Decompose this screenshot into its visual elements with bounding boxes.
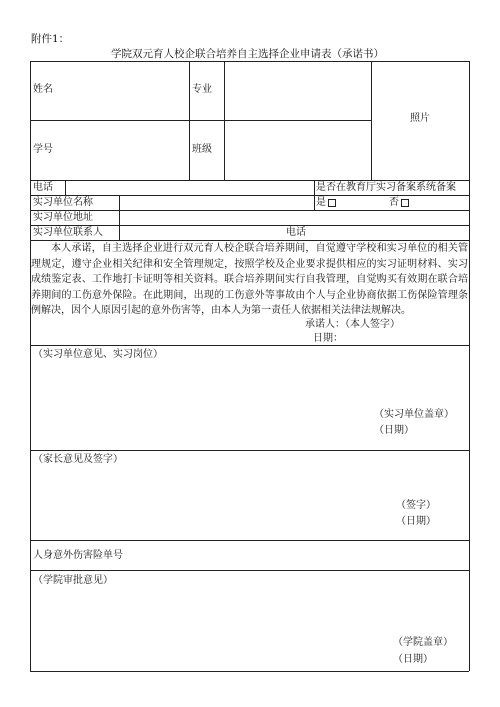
phone-label: 电话 [33,182,53,193]
major-label: 专业 [192,84,212,95]
parent-date-label: （日期） [396,516,436,527]
class-label: 班级 [192,144,212,155]
school-date-label: （日期） [393,654,433,665]
record-no-option[interactable] [389,197,409,209]
yes-label: 是 [316,197,326,208]
yes-checkbox[interactable] [328,199,336,207]
record-yes-option[interactable] [316,197,336,209]
page-title: 学院双元育人校企联合培养自主选择企业申请表（承诺书） [111,48,384,60]
no-label: 否 [389,197,399,208]
company-stamp-label: （实习单位盖章） [374,409,454,420]
contact-phone-label: 电话 [286,227,306,238]
insurance-number-label: 人身意外伤害险单号 [33,550,123,561]
company-opinion-label: （实习单位意见、实习岗位） [33,349,163,360]
no-checkbox[interactable] [401,199,409,207]
company-name-label: 实习单位名称 [33,197,93,208]
photo-label: 照片 [410,113,430,124]
school-opinion-label: （学院审批意见） [33,575,113,586]
promise-signer: 承诺人：（本人签字） [305,319,400,330]
promise-text: 本人承诺，自主选择企业进行双元育人校企联合培养期间，自觉遵守学校和实习单位的相关管理规定，遵守企业相关纪律和安全管理规定，按照学校及企业要求提供相应的实习证明材料、实习成绩鉴定表、工作地打卡证明等相关资料。联合培养期间实行自我管理，自觉购买有效期在联合培养期间的工伤意外保险。在此期间，出现的工伤意外等事故由个人与企业协商依据工伤保险管理条例解决，因个人原因引起的意外伤害等，由本人为第一责任人依据相关法律法规解决。 [31,243,468,317]
record-question: 是否在教育厅实习备案系统备案 [316,182,456,193]
school-stamp-label: （学院盖章） [393,637,453,648]
parent-opinion-label: （家长意见及签字） [33,454,123,465]
name-label: 姓名 [33,84,53,95]
promise-date: 日期： [313,333,343,344]
company-contact-label: 实习单位联系人 [33,227,103,238]
attachment-label: 附件1： [31,33,70,45]
parent-sign-label: （签字） [396,500,436,511]
company-address-label: 实习单位地址 [33,212,93,223]
student-id-label: 学号 [33,144,53,155]
promise-paragraph [31,241,468,319]
company-date-label: （日期） [374,425,414,436]
